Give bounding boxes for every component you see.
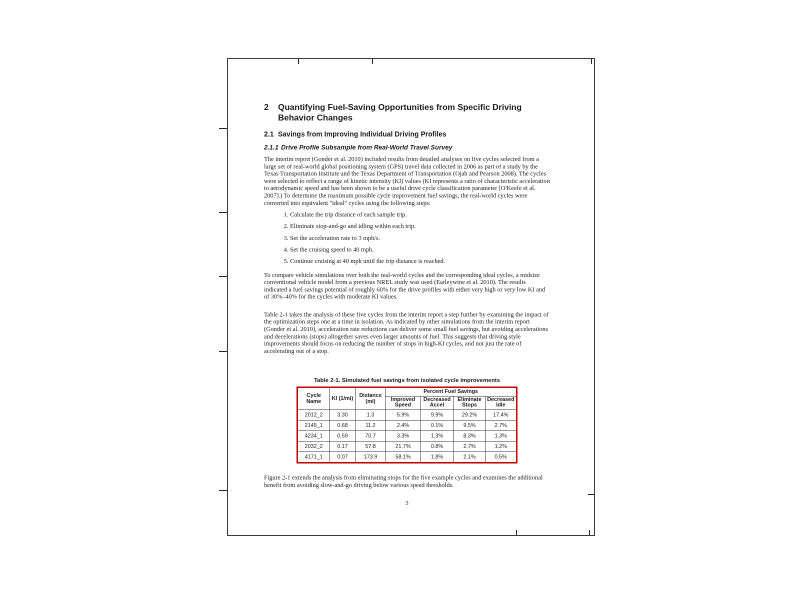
cell-cycle-name: 2145_1: [297, 420, 329, 431]
cell-decreased-accel: 9.9%: [420, 410, 453, 421]
cell-decreased-idle: 2.7%: [485, 420, 516, 431]
cell-distance: 173.9: [355, 452, 385, 463]
cell-decreased-accel: 1.3%: [420, 431, 453, 442]
cell-eliminate-stops: 9.5%: [453, 420, 485, 431]
cell-improved-speed: 21.7%: [385, 441, 420, 452]
cell-ki: 0.68: [329, 420, 355, 431]
body-paragraph: Figure 2-1 extends the analysis from eliminating stops for the five example cycles and examines the additional benefit from avoiding slow-and-go driving below various speed thresholds.: [264, 473, 543, 489]
body-paragraph: Table 2-1 takes the analysis of these five cycles from the interim report a step further by examining the impact of the optimization steps one at a time in isolation. As indicated by other simulations from the interim report (Gonder et al. 2010), acceleration rate reductions can deliver some small fuel savings, but avoiding accelerations and decelerations (stops) altogether saves even larger amounts of fuel. This suggests that driving style improvements should focus on reducing the number of stops in high-KI cycles, and not just the rate of accelerating out of a stop.: [264, 310, 549, 355]
table-row: [297, 410, 516, 421]
fuel-savings-table: [297, 387, 518, 464]
col-header-eliminate-stops: Eliminate Stops: [453, 396, 485, 410]
list-item: 4. Set the cruising speed to 40 mph.: [290, 246, 550, 253]
section-heading: [264, 102, 550, 123]
crop-mark: [219, 351, 227, 352]
col-header-distance: Distance (mi): [355, 387, 385, 409]
list-item: 2. Eliminate stop-and-go and idling within each trip.: [290, 223, 550, 230]
page-number: 3: [405, 499, 409, 507]
col-header-percent-fuel-savings: Percent Fuel Savings: [385, 387, 516, 396]
cell-decreased-accel: 0.1%: [420, 420, 453, 431]
subsubsection-heading: [264, 144, 550, 152]
cell-ki: 0.07: [329, 452, 355, 463]
document-page: [227, 58, 595, 536]
subsubsection-title: Drive Profile Subsample from Real-World Travel Survey: [281, 143, 453, 151]
crop-mark: [219, 128, 227, 129]
list-item: 1. Calculate the trip distance of each sample trip.: [290, 211, 550, 218]
table-caption: Table 2-1. Simulated fuel savings from isolated cycle improvements: [313, 377, 501, 384]
table-row: [297, 452, 516, 463]
cell-distance: 70.7: [355, 431, 385, 442]
cell-ki: 3.30: [329, 410, 355, 421]
cell-cycle-name: 4234_1: [297, 431, 329, 442]
section-number: 2: [264, 102, 269, 112]
col-header-cycle-name: Cycle Name: [297, 387, 329, 409]
body-paragraph: The interim report (Gonder et al. 2010) included results from detailed analyses on five cycles selected from a large set of real-world global positioning system (GPS) travel data collected in 2006 as part of a study by the Texas Transportation Institute and the Texas Department of Transportation (Ojah and Pearson 2008). The cycles were selected to reflect a range of kinetic intensity (KI) values (KI represents a ratio of characteristic acceleration to aerodynamic speed and has been shown to be a useful drive cycle classification parameter [O'Keefe et al. 2007].) To determine the maximum possible cycle improvement fuel savings, the real-world cycles were converted into equivalent "ideal" cycles using the following steps:: [264, 155, 550, 207]
cell-decreased-idle: 17.4%: [485, 410, 516, 421]
body-paragraph: To compare vehicle simulations over both the real-world cycles and the corresponding ideal cycles, a midsize conventional vehicle model from a previous NREL study was used (Earleywine et al. 2010). The results indicated a fuel savings potential of roughly 60% for the drive profiles with either very high or very low KI and of 30%–40% for the cycles with moderate KI values.: [264, 271, 546, 301]
cell-cycle-name: 2012_2: [297, 410, 329, 421]
col-header-improved-speed: Improved Speed: [385, 396, 420, 410]
subsection-number: 2.1: [264, 130, 274, 138]
ideal-cycle-steps-list: [264, 211, 550, 265]
cell-decreased-idle: 1.2%: [485, 441, 516, 452]
cell-eliminate-stops: 8.3%: [453, 431, 485, 442]
col-header-decreased-idle: Decreased Idle: [485, 396, 516, 410]
section-title: Quantifying Fuel-Saving Opportunities from Specific Driving Behavior Changes: [278, 102, 522, 123]
page-content: [228, 59, 596, 535]
cell-eliminate-stops: 2.7%: [453, 441, 485, 452]
cell-cycle-name: 4171_1: [297, 452, 329, 463]
cell-eliminate-stops: 2.1%: [453, 452, 485, 463]
cell-improved-speed: 58.1%: [385, 452, 420, 463]
cell-decreased-accel: 1.8%: [420, 452, 453, 463]
cell-eliminate-stops: 29.2%: [453, 410, 485, 421]
cell-improved-speed: 3.3%: [385, 431, 420, 442]
crop-mark: [219, 490, 227, 491]
table-row: [297, 431, 516, 442]
cell-cycle-name: 2032_2: [297, 441, 329, 452]
table-row: [297, 441, 516, 452]
col-header-decreased-accel: Decreased Accel: [420, 396, 453, 410]
cell-distance: 1.3: [355, 410, 385, 421]
subsubsection-number: 2.1.1: [264, 143, 279, 151]
cell-decreased-accel: 0.8%: [420, 441, 453, 452]
col-header-ki: KI (1/mi): [329, 387, 355, 409]
cell-ki: 0.17: [329, 441, 355, 452]
cell-improved-speed: 5.9%: [385, 410, 420, 421]
list-item: 3. Set the acceleration rate to 3 mph/s.: [290, 234, 550, 241]
cell-improved-speed: 2.4%: [385, 420, 420, 431]
crop-mark: [219, 276, 227, 277]
cell-ki: 0.59: [329, 431, 355, 442]
crop-mark: [219, 212, 227, 213]
subsection-title: Savings from Improving Individual Driving Profiles: [278, 130, 447, 138]
subsection-heading: [264, 130, 550, 138]
cell-distance: 57.8: [355, 441, 385, 452]
table-row: [297, 420, 516, 431]
list-item: 5. Continue cruising at 40 mph until the trip distance is reached.: [290, 257, 550, 264]
cell-decreased-idle: 1.3%: [485, 431, 516, 442]
cell-decreased-idle: 0.5%: [485, 452, 516, 463]
table-header-row: [297, 387, 516, 396]
cell-distance: 11.2: [355, 420, 385, 431]
